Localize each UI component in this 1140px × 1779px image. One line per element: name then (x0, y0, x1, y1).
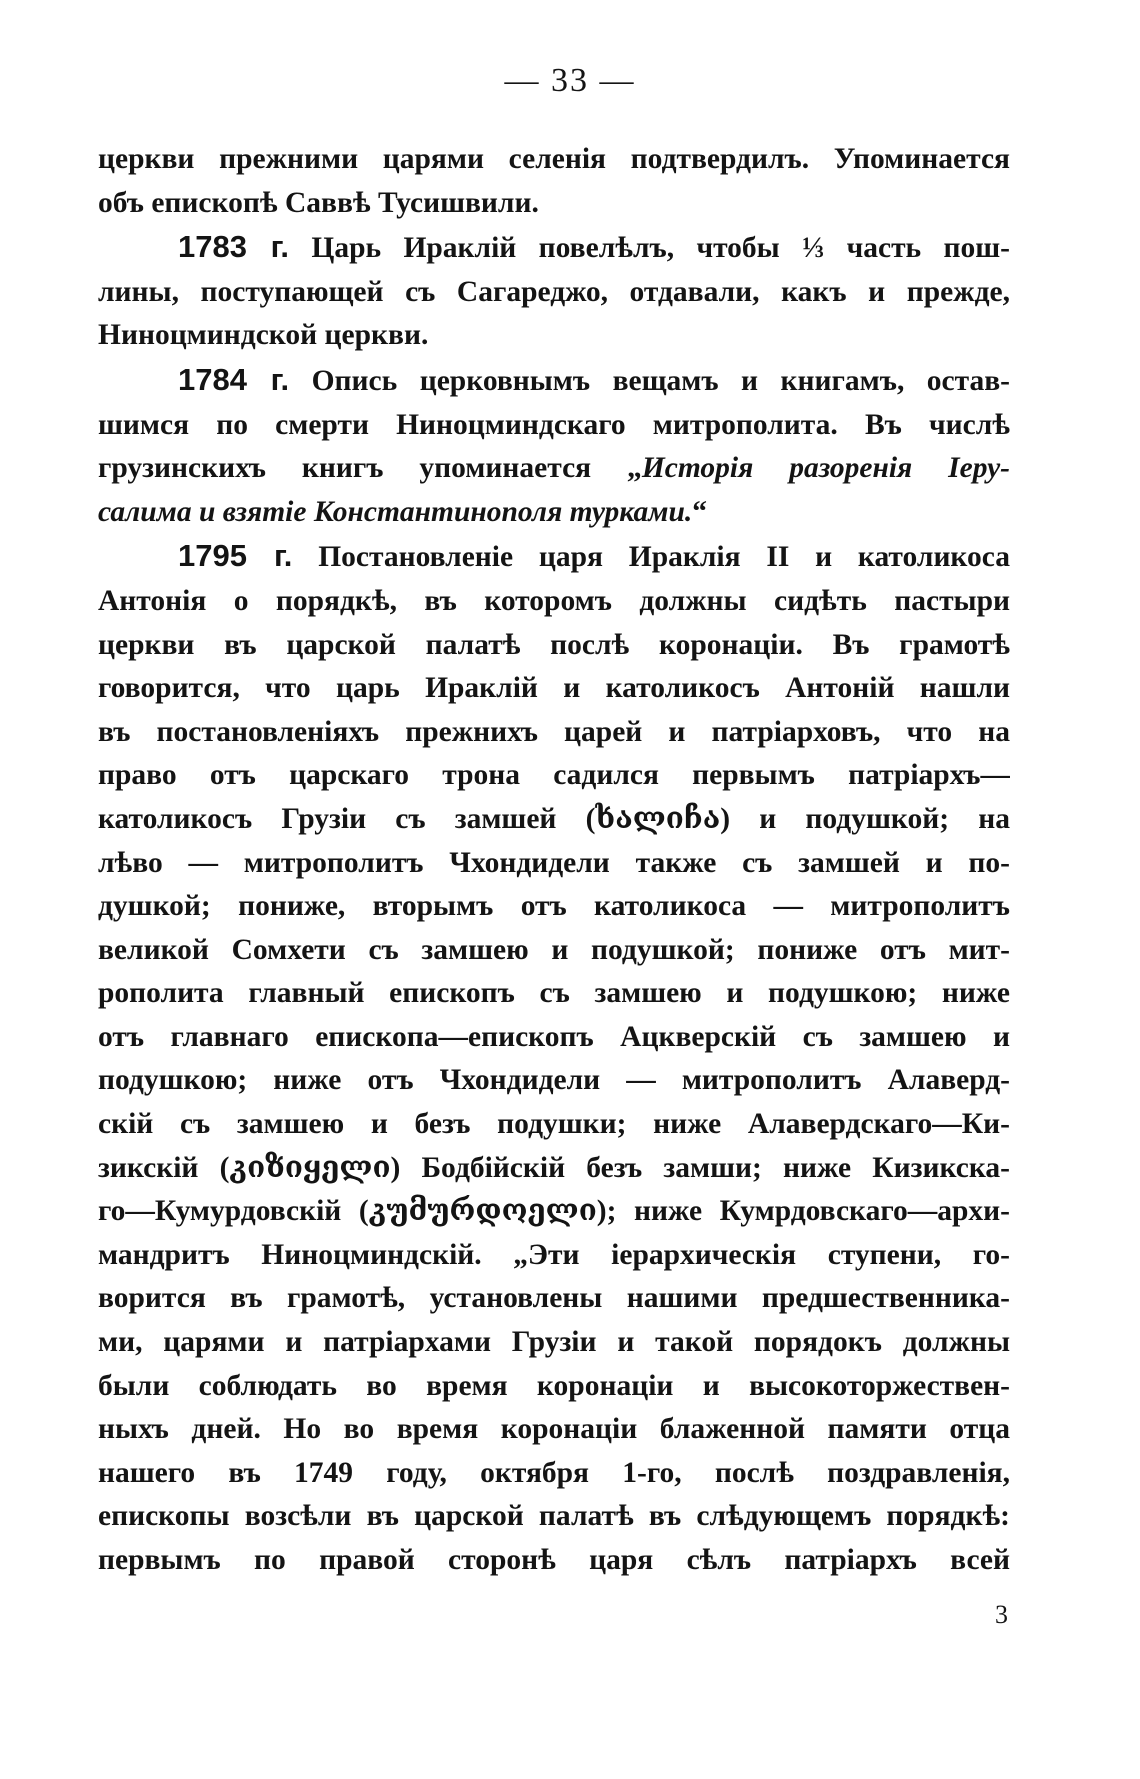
text-line (98, 624, 1010, 668)
line-text: Постановленіе царя Ираклія II и католикоса (292, 541, 1010, 574)
text-line (98, 1190, 1010, 1234)
text-line (98, 534, 1010, 580)
italic-title: салима и взятіе Константинополя турками. (98, 495, 693, 528)
text-line (98, 1408, 1010, 1452)
text-line (98, 182, 1010, 226)
line-text: право отъ царскаго трона садился первымъ патріархъ— (98, 759, 1010, 792)
text-line (98, 1147, 1010, 1191)
text-line (98, 225, 1010, 271)
text-line (98, 1495, 1010, 1539)
text-line (98, 358, 1010, 404)
signature-mark: 3 (995, 1600, 1008, 1629)
italic-title: Исторія разоренія Іеру- (641, 452, 1010, 485)
line-text: первымъ по правой сторонѣ царя сѣлъ патріархъ всей (98, 1544, 1010, 1576)
text-line (98, 314, 1010, 358)
line-text: лѣво — митрополитъ Чхондидели также съ замшей и по- (98, 846, 1010, 879)
year-heading: 1795 г. (178, 538, 293, 574)
line-text: церкви въ царской палатѣ послѣ коронаціи. Въ грамотѣ (98, 628, 1010, 661)
text-line (98, 1321, 1010, 1365)
line-text: мандритъ Ниноцминдскій. „Эти іерархическія ступени, го- (98, 1238, 1010, 1271)
text-line (98, 447, 1010, 491)
line-text: лины, поступающей съ Сагареджо, отдавали, какъ и прежде, (98, 275, 1010, 308)
text-line (98, 1103, 1010, 1147)
year-heading: 1783 г. (178, 229, 289, 265)
line-text: рополита главный епископъ съ замшею и подушкою; ниже (98, 977, 1010, 1010)
page-number: — 33 — (504, 62, 636, 99)
text-line (98, 271, 1010, 315)
line-text: ворится въ грамотѣ, установлены нашими предшественника- (98, 1282, 1010, 1315)
text-line (98, 798, 1010, 842)
text-line (98, 711, 1010, 755)
text-line (98, 580, 1010, 624)
line-text: объ епископѣ Саввѣ Тусишвили. (98, 186, 539, 219)
line-text: великой Сомхети съ замшею и подушкой; пониже отъ мит- (98, 933, 1010, 966)
line-text: шимся по смерти Ниноцминдскаго митрополита. Въ числѣ (98, 408, 1010, 441)
text-line (98, 1234, 1010, 1278)
line-text: говорится, что царь Ираклій и католикосъ Антоній нашли (98, 672, 1010, 705)
text-line (98, 1016, 1010, 1060)
line-text: ныхъ дней. Но во время коронаціи блаженной памяти отца (98, 1413, 1010, 1446)
text-line (98, 1059, 1010, 1103)
closing-quote: “ (692, 495, 708, 528)
text-line (98, 1539, 1010, 1583)
year-heading: 1784 г. (178, 361, 290, 397)
line-text: душкой; пониже, вторымъ отъ католикоса — митрополитъ (98, 890, 1010, 923)
line-text: подушкою; ниже отъ Чхондидели — митрополитъ Алаверд- (98, 1064, 1010, 1097)
line-text: отъ главнаго епископа—епископъ Ацкверскій съ замшею и (98, 1020, 1010, 1053)
text-line (98, 138, 1010, 182)
text-line (98, 972, 1010, 1016)
text-line (98, 842, 1010, 886)
text-line (98, 491, 1010, 535)
line-text: грузинскихъ книгъ упоминается „ (98, 452, 642, 485)
line-text: скій съ замшею и безъ подушки; ниже Алавердскаго—Ки- (98, 1108, 1010, 1141)
line-text: епископы возсѣли въ царской палатѣ въ слѣдующемъ порядкѣ: (98, 1500, 1010, 1533)
text-line (98, 929, 1010, 973)
line-text: католикосъ Грузіи съ замшей (ხალიჩა) и подушкой; на (98, 802, 1010, 835)
text-line (98, 885, 1010, 929)
line-text: въ постановленіяхъ прежнихъ царей и патріарховъ, что на (98, 715, 1010, 748)
body-text (98, 138, 1010, 1583)
line-text: Царь Ираклій повелѣлъ, чтобы ⅓ часть пош- (289, 232, 1010, 265)
line-text: ми, царями и патріархами Грузіи и такой порядокъ должны (98, 1326, 1010, 1359)
line-text: Антонія о порядкѣ, въ которомъ должны сидѣть пастыри (98, 584, 1010, 617)
line-text: го—Кумурдовскій (კუმურდოელი); ниже Кумрдовскаго—архи- (98, 1195, 1010, 1228)
text-line (98, 404, 1010, 448)
text-line (98, 1452, 1010, 1496)
text-line (98, 1365, 1010, 1409)
line-text: Опись церковнымъ вещамъ и книгамъ, остав- (289, 364, 1010, 397)
line-text: зикскій (კიზიყელი) Бодбійскій безъ замши; ниже Кизикска- (98, 1151, 1010, 1184)
line-text: церкви прежними царями селенія подтвердилъ. Упоминается (98, 143, 1010, 175)
text-line (98, 754, 1010, 798)
line-text: нашего въ 1749 году, октября 1-го, послѣ поздравленія, (98, 1456, 1010, 1489)
text-line (98, 667, 1010, 711)
line-text: были соблюдать во время коронаціи и высокоторжествен- (98, 1369, 1010, 1402)
line-text: Ниноцминдской церкви. (98, 319, 429, 352)
text-line (98, 1277, 1010, 1321)
